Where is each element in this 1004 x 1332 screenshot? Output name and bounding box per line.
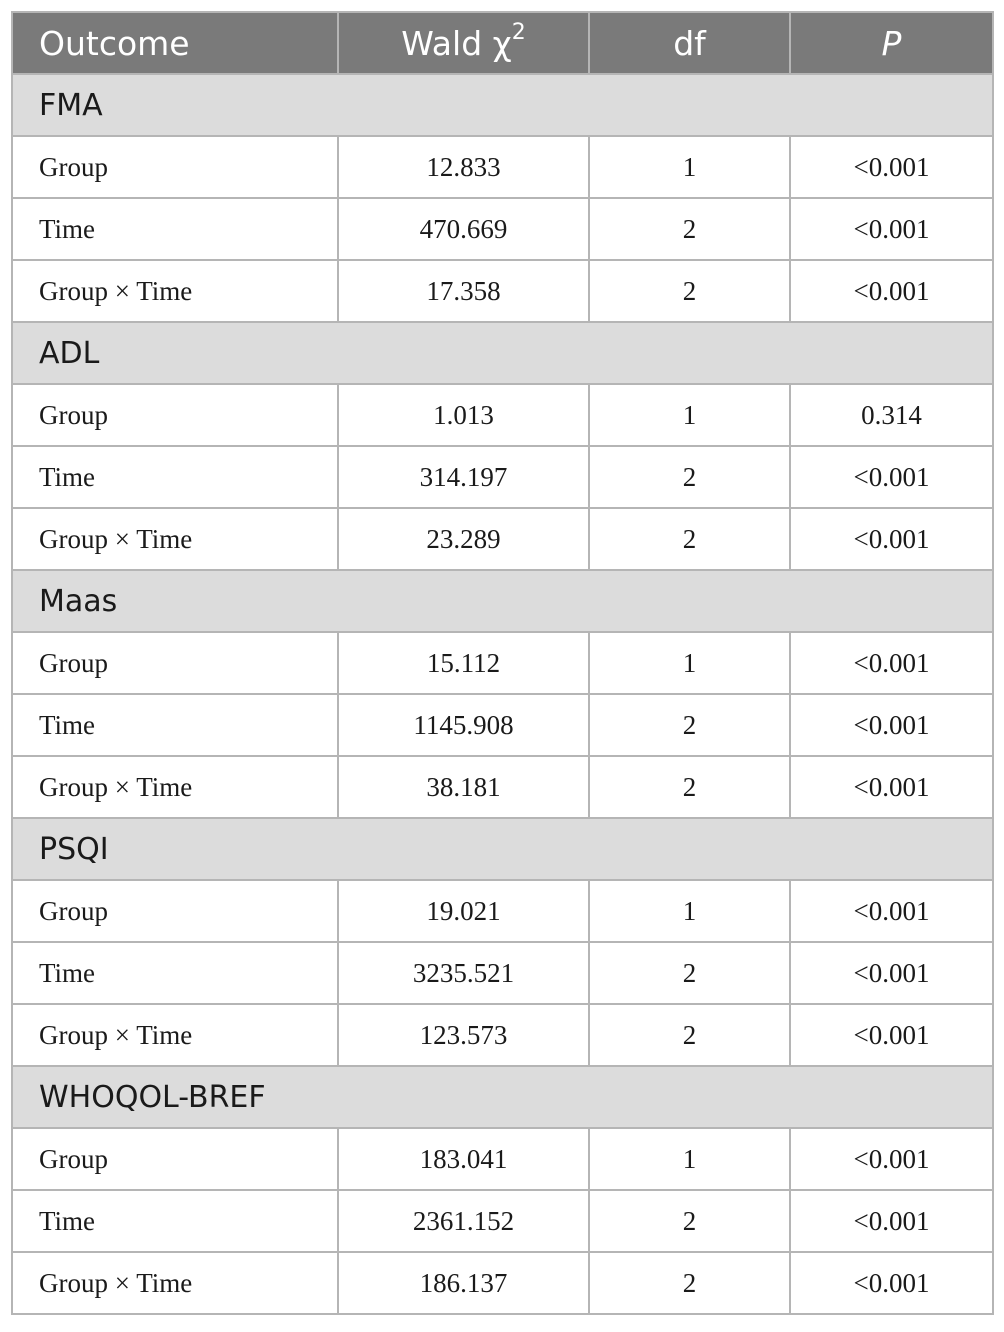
effect-cell: Group × Time — [12, 756, 338, 818]
wald-chi-square-cell: 314.197 — [338, 446, 589, 508]
wald-chi-square-cell: 19.021 — [338, 880, 589, 942]
section-title: FMA — [12, 74, 993, 136]
table-row — [12, 136, 993, 198]
header-df: df — [589, 12, 790, 74]
p-value-cell: <0.001 — [790, 508, 993, 570]
effect-cell: Time — [12, 1190, 338, 1252]
wald-chi-square-cell: 38.181 — [338, 756, 589, 818]
effect-cell: Group × Time — [12, 508, 338, 570]
df-cell: 1 — [589, 880, 790, 942]
effect-cell: Group × Time — [12, 1004, 338, 1066]
wald-chi-square-cell: 15.112 — [338, 632, 589, 694]
table-row — [12, 1128, 993, 1190]
df-cell: 1 — [589, 632, 790, 694]
table-row — [12, 694, 993, 756]
df-cell: 2 — [589, 260, 790, 322]
df-cell: 2 — [589, 1004, 790, 1066]
df-cell: 2 — [589, 1252, 790, 1314]
header-wald-superscript: 2 — [511, 19, 526, 45]
table-row — [12, 1190, 993, 1252]
df-cell: 1 — [589, 1128, 790, 1190]
wald-chi-square-cell: 3235.521 — [338, 942, 589, 1004]
table-row — [12, 260, 993, 322]
effect-cell: Time — [12, 942, 338, 1004]
effect-cell: Group — [12, 384, 338, 446]
p-value-cell: <0.001 — [790, 1004, 993, 1066]
effect-cell: Group × Time — [12, 1252, 338, 1314]
df-cell: 2 — [589, 756, 790, 818]
table-row — [12, 880, 993, 942]
table-row — [12, 942, 993, 1004]
table-header — [12, 12, 993, 74]
p-value-cell: <0.001 — [790, 880, 993, 942]
wald-chi-square-cell: 2361.152 — [338, 1190, 589, 1252]
df-cell: 2 — [589, 508, 790, 570]
p-value-cell: 0.314 — [790, 384, 993, 446]
p-value-cell: <0.001 — [790, 136, 993, 198]
header-p — [790, 12, 993, 74]
table-row — [12, 756, 993, 818]
table-row — [12, 1252, 993, 1314]
effect-cell: Group — [12, 632, 338, 694]
wald-chi-square-cell: 123.573 — [338, 1004, 589, 1066]
wald-test-table — [11, 11, 994, 1315]
header-p-label: P — [881, 23, 902, 63]
section-title: ADL — [12, 322, 993, 384]
table-row — [12, 446, 993, 508]
p-value-cell: <0.001 — [790, 260, 993, 322]
p-value-cell: <0.001 — [790, 446, 993, 508]
effect-cell: Group — [12, 1128, 338, 1190]
table-row — [12, 632, 993, 694]
wald-chi-square-cell: 17.358 — [338, 260, 589, 322]
p-value-cell: <0.001 — [790, 694, 993, 756]
p-value-cell: <0.001 — [790, 756, 993, 818]
df-cell: 2 — [589, 1190, 790, 1252]
p-value-cell: <0.001 — [790, 632, 993, 694]
section-row — [12, 570, 993, 632]
table-row — [12, 508, 993, 570]
header-wald-label: Wald χ — [401, 23, 512, 63]
table-row — [12, 384, 993, 446]
p-value-cell: <0.001 — [790, 1252, 993, 1314]
effect-cell: Time — [12, 446, 338, 508]
p-value-cell: <0.001 — [790, 1128, 993, 1190]
effect-cell: Group — [12, 136, 338, 198]
p-value-cell: <0.001 — [790, 198, 993, 260]
df-cell: 1 — [589, 136, 790, 198]
df-cell: 1 — [589, 384, 790, 446]
df-cell: 2 — [589, 446, 790, 508]
section-row — [12, 1066, 993, 1128]
table-body — [12, 74, 993, 1314]
wald-chi-square-cell: 1.013 — [338, 384, 589, 446]
df-cell: 2 — [589, 198, 790, 260]
results-table-container — [11, 11, 992, 1315]
effect-cell: Group × Time — [12, 260, 338, 322]
wald-chi-square-cell: 23.289 — [338, 508, 589, 570]
header-row — [12, 12, 993, 74]
section-row — [12, 74, 993, 136]
wald-chi-square-cell: 1145.908 — [338, 694, 589, 756]
effect-cell: Time — [12, 198, 338, 260]
table-row — [12, 198, 993, 260]
effect-cell: Group — [12, 880, 338, 942]
df-cell: 2 — [589, 694, 790, 756]
wald-chi-square-cell: 12.833 — [338, 136, 589, 198]
section-title: Maas — [12, 570, 993, 632]
wald-chi-square-cell: 470.669 — [338, 198, 589, 260]
section-title: WHOQOL-BREF — [12, 1066, 993, 1128]
effect-cell: Time — [12, 694, 338, 756]
p-value-cell: <0.001 — [790, 1190, 993, 1252]
df-cell: 2 — [589, 942, 790, 1004]
table-row — [12, 1004, 993, 1066]
wald-chi-square-cell: 183.041 — [338, 1128, 589, 1190]
p-value-cell: <0.001 — [790, 942, 993, 1004]
header-outcome: Outcome — [12, 12, 338, 74]
section-row — [12, 322, 993, 384]
wald-chi-square-cell: 186.137 — [338, 1252, 589, 1314]
section-row — [12, 818, 993, 880]
header-wald-chi-square — [338, 12, 589, 74]
section-title: PSQI — [12, 818, 993, 880]
